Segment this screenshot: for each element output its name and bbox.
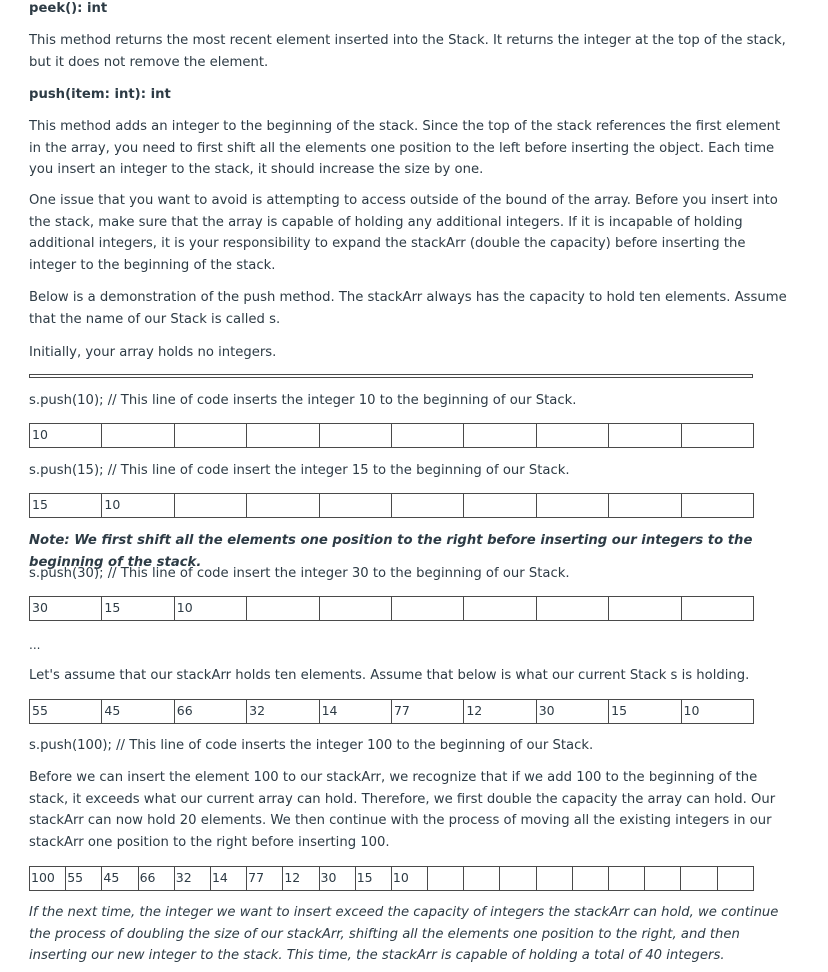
array-cell — [537, 494, 609, 518]
array-cell — [320, 424, 392, 448]
array-cell: 30 — [320, 867, 356, 891]
array-cell — [573, 867, 609, 891]
array-cell: 10 — [175, 597, 247, 621]
array-cell: 15 — [30, 494, 102, 518]
array-cell — [718, 867, 754, 891]
empty-array — [29, 374, 753, 378]
array-cell: 77 — [247, 867, 283, 891]
peek-description: This method returns the most recent element inserted into the Stack. It returns the integer at the top of the stack, but it does not remove the element. — [29, 33, 786, 70]
array-cell — [609, 597, 681, 621]
array-cell: 77 — [392, 700, 464, 724]
peek-heading: peek(): int — [29, 1, 108, 16]
array-cell: 10 — [30, 424, 102, 448]
array-cell: 30 — [30, 597, 102, 621]
array-cell: 32 — [175, 867, 211, 891]
array-cell: 45 — [102, 867, 138, 891]
array-cell — [320, 597, 392, 621]
array-cell — [645, 867, 681, 891]
full-stack-intro: Let's assume that our stackArr holds ten elements. Assume that below is what our current Stack s is holding. — [29, 668, 750, 683]
ellipsis: ... — [29, 638, 41, 652]
push-15-code: s.push(15); // This line of code insert the integer 15 to the beginning of our Stack. — [29, 463, 570, 478]
push-100-code: s.push(100); // This line of code inserts the integer 100 to the beginning of our Stack. — [29, 738, 594, 753]
array-cell: 12 — [464, 700, 536, 724]
array-cell — [464, 597, 536, 621]
array-cell — [464, 867, 500, 891]
array-cell — [247, 597, 319, 621]
array-cell — [392, 597, 464, 621]
array-cell — [537, 597, 609, 621]
array-cell — [392, 424, 464, 448]
push-10-code: s.push(10); // This line of code inserts the integer 10 to the beginning of our Stack. — [29, 393, 577, 408]
array-cell — [464, 424, 536, 448]
array-cell — [537, 424, 609, 448]
array-cell — [392, 494, 464, 518]
array-cell — [247, 424, 319, 448]
array-cell — [682, 494, 754, 518]
full-array — [29, 699, 754, 724]
array-cell — [320, 494, 392, 518]
array-cell: 15 — [356, 867, 392, 891]
array-cell — [681, 867, 717, 891]
array-after-push-30 — [29, 596, 754, 621]
array-cell — [682, 597, 754, 621]
array-cell — [102, 424, 174, 448]
array-cell — [537, 867, 573, 891]
push-heading: push(item: int): int — [29, 87, 171, 102]
array-cell: 45 — [102, 700, 174, 724]
array-after-push-10 — [29, 423, 754, 448]
array-cell: 55 — [66, 867, 102, 891]
array-cell — [247, 494, 319, 518]
array-cell — [682, 424, 754, 448]
array-cell: 32 — [247, 700, 319, 724]
push-description-1: This method adds an integer to the beginning of the stack. Since the top of the stack references the first element in the array, you need to first shift all the elements one position to the left before inserting the object. Each time you insert an integer to the stack, it should increase the size by one. — [29, 119, 781, 177]
array-cell — [175, 424, 247, 448]
array-cell: 66 — [175, 700, 247, 724]
array-cell: 10 — [682, 700, 754, 724]
array-cell — [609, 424, 681, 448]
array-cell — [500, 867, 536, 891]
closing-note: If the next time, the integer we want to insert exceed the capacity of integers the stackArr can hold, we continue the process of doubling the size of our stackArr, shifting all the elements one position to the right, and then inserting our new integer to the stack. This time, the stackArr is capable of holding a total of 40 integers. — [29, 905, 779, 963]
initial-state-text: Initially, your array holds no integers. — [29, 345, 277, 360]
array-cell: 15 — [609, 700, 681, 724]
array-cell — [464, 494, 536, 518]
array-cell: 100 — [30, 867, 66, 891]
shift-note: Note: We first shift all the elements one position to the right before inserting our integers to the beginning of the stack. — [29, 533, 753, 570]
resize-explanation: Before we can insert the element 100 to our stackArr, we recognize that if we add 100 to the beginning of the stack, it exceeds what our current array can hold. Therefore, we first double the capacity the array can hold. Our stackArr can now hold 20 elements. We then continue with the process of moving all the existing integers in our stackArr one position to the right before inserting 100. — [29, 770, 776, 850]
array-cell: 10 — [392, 867, 428, 891]
array-cell — [428, 867, 464, 891]
array-cell: 12 — [283, 867, 319, 891]
push-description-2: One issue that you want to avoid is attempting to access outside of the bound of the array. Before you insert into the stack, make sure that the array is capable of holding any additional integers. If it is incapable of holding additional integers, it is your responsibility to expand the stackArr (double the capacity) before inserting the integer to the beginning of the stack. — [29, 193, 778, 273]
array-cell: 14 — [320, 700, 392, 724]
array-cell: 55 — [30, 700, 102, 724]
array-cell — [609, 867, 645, 891]
push-description-3: Below is a demonstration of the push method. The stackArr always has the capacity to hold ten elements. Assume that the name of our Stack is called s. — [29, 290, 787, 327]
array-cell: 15 — [102, 597, 174, 621]
array-cell: 30 — [537, 700, 609, 724]
push-30-code: s.push(30); // This line of code insert the integer 30 to the beginning of our Stack. — [29, 566, 570, 581]
array-after-push-15 — [29, 493, 754, 518]
doubled-array — [29, 866, 754, 891]
array-cell: 66 — [139, 867, 175, 891]
array-cell — [609, 494, 681, 518]
array-cell — [175, 494, 247, 518]
array-cell: 10 — [102, 494, 174, 518]
array-cell: 14 — [211, 867, 247, 891]
